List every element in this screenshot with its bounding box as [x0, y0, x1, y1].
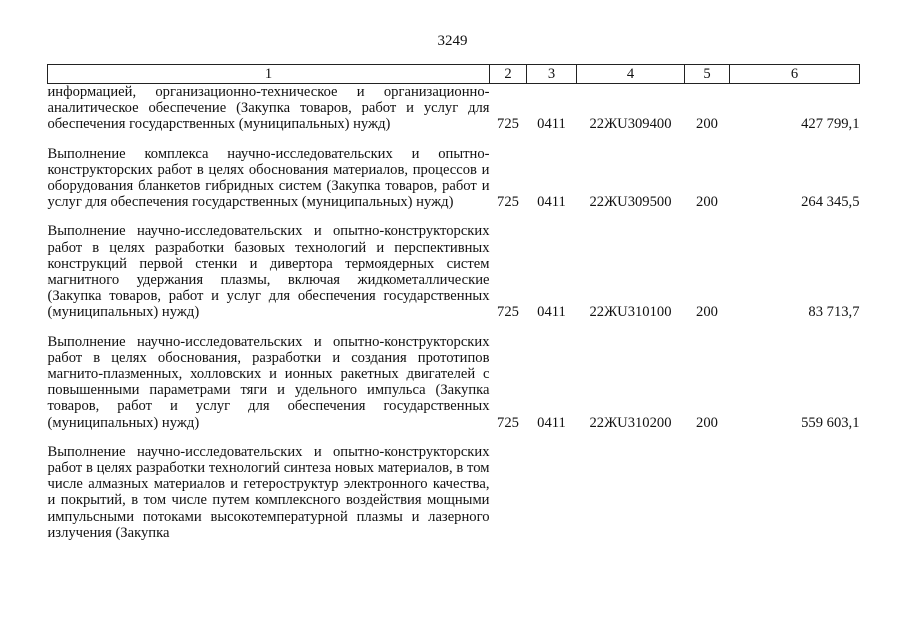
header-row: [48, 65, 860, 84]
row-col-6: 83 713,7: [808, 304, 860, 321]
row-col-3: 0411: [537, 414, 566, 431]
row-col-4: [577, 431, 685, 541]
row-col-6: 427 799,1: [801, 116, 860, 133]
header-col-4: 4: [577, 65, 685, 84]
row-col-2: 725: [497, 116, 519, 133]
header-col-3: 3: [527, 65, 577, 84]
row-col-4: 22ЖU310100: [589, 304, 672, 321]
row-col-5: [685, 431, 730, 541]
row-col-5: 200: [696, 194, 718, 211]
row-col-3: 0411: [537, 194, 566, 211]
row-col-2: 725: [497, 414, 519, 431]
row-description: Выполнение научно-исследовательских и опытно-конструкторских работ в целях разработки технологий синтеза новых материалов, в том числе алмазных материалов и гетероструктур электронного качества, и покрытий, в том числе путем комплексного воздействия мощными импульсными потоками высокотемпературной плазмы и лазерного излучения (Закупка: [47, 443, 490, 541]
header-col-6: 6: [730, 65, 860, 84]
table-row: [48, 210, 860, 320]
row-col-3: [527, 431, 577, 541]
row-description: Выполнение научно-исследовательских и опытно-конструкторских работ в целях разработки базовых технологий и перспективных конструкций первой стенки и дивертора термоядерных систем магнитного удержания плазмы, включая жидкометаллические (Закупка товаров, работ и услуг для обеспечения государственных (муниципальных) нужд): [47, 223, 490, 321]
budget-table: [47, 64, 860, 541]
header-col-2: 2: [490, 65, 527, 84]
row-col-2: [490, 431, 527, 541]
row-col-4: 22ЖU309500: [589, 194, 672, 211]
row-col-2: 725: [497, 194, 519, 211]
row-col-3: 0411: [537, 304, 566, 321]
row-col-5: 200: [696, 414, 718, 431]
row-col-4: 22ЖU309400: [589, 116, 672, 133]
row-col-5: 200: [696, 304, 718, 321]
table-row: [48, 133, 860, 211]
table-row: [48, 84, 860, 133]
table-row: [48, 321, 860, 431]
table-row: [48, 431, 860, 541]
row-col-6: 559 603,1: [801, 414, 860, 431]
row-col-2: 725: [497, 304, 519, 321]
row-col-6: 264 345,5: [801, 194, 860, 211]
row-col-3: 0411: [537, 116, 566, 133]
row-description: информацией, организационно-техническое и организационно-аналитическое обеспечение (Закупка товаров, работ и услуг для обеспечения государственных (муниципальных) нужд): [47, 84, 490, 133]
page-number: 3249: [437, 33, 468, 49]
row-col-5: 200: [696, 116, 718, 133]
header-col-5: 5: [685, 65, 730, 84]
header-col-1: 1: [48, 65, 490, 84]
row-description: Выполнение научно-исследовательских и опытно-конструкторских работ в целях обоснования, разработки и создания прототипов магнито-плазменных, холловских и ионных ракетных двигателей с повышенными параметрами тяги и удельного импульса (Закупка товаров, работ и услуг для обеспечения государственных (муниципальных) нужд): [47, 333, 490, 431]
row-col-4: 22ЖU310200: [589, 414, 672, 431]
row-col-6: [730, 431, 860, 541]
row-description: Выполнение комплекса научно-исследовательских и опытно-конструкторских работ в целях обоснования материалов, процессов и оборудования бланкетов гибридных систем (Закупка товаров, работ и услуг для обеспечения государственных (муниципальных) нужд): [47, 145, 490, 211]
